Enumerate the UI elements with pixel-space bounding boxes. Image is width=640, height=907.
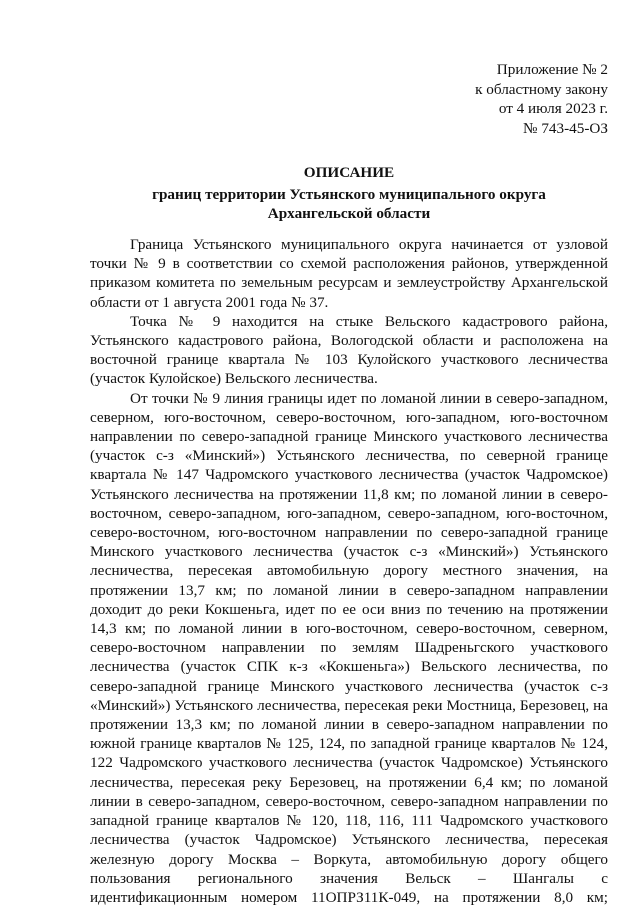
annex-number: № 743-45-ОЗ [523, 119, 608, 137]
annex-date: от 4 июля 2023 г. [498, 100, 608, 117]
document-heading [90, 163, 608, 224]
annex-block [475, 60, 608, 138]
document-title: ОПИСАНИЕ [303, 164, 395, 181]
annex-law-reference: к областному закону [475, 80, 608, 98]
paragraph-boundary-description: От точки № 9 линия границы идет по ломаной линии в северо-западном, северном, юго-восточном, северо-восточном, юго-западном, юго-восточном направлении по северо-западной границе Минского участкового лесничества (участок с-з «Минский») Устьянского лесничества, по северной границе квартала № 147 Чадромского участкового лесничества (участок Чадромское) Устьянского лесничества на протяжении 11,8 км; по ломаной линии в северо-восточном, северо-западном, юго-западном, северо-западном, юго-восточном, северо-восточном, юго-восточном направлении по северо-западной границе Минского участкового лесничества (участок с-з «Минский») Устьянского лесничества, пересекая автомобильную дорогу местного значения, на протяжении 13,7 км; по ломаной линии в северо-западном направлении доходит до реки Кокшеньга, идет по ее оси вниз по течению на протяжении 14,3 км; по ломаной линии в юго-восточном, северо-восточном, северном, северо-восточном направлении по землям Шадреньгского участкового лесничества (участок СПК к-з «Кокшеньга») Вельского лесничества, по северо-западной границе Минского участкового лесничества (участок с-з «Минский») Устьянского лесничества, пересекая реки Мостница, Березовец, на протяжении 13,3 км; по ломаной линии в северо-западном направлении по южной границе кварталов № 125, 124, по западной границе кварталов № 124, 122 Чадромского участкового лесничества (участок Чадромское) Устьянского лесничества, пересекая реку Березовец, на протяжении 6,4 км; по ломаной линии в северо-западном, северо-восточном, северо-западном направлении по западной границе кварталов № 120, 118, 116, 111 Чадромского участкового лесничества (участок Чадромское) Устьянского лесничества, пересекая железную дорогу Москва – Воркута, автомобильную дорогу общего пользования регионального значения Вельск – Шангалы с идентификационным номером 11ОПРЗ11К-049, на протяжении 8,0 км; [90, 389, 608, 906]
document-subtitle-line-1: границ территории Устьянского муниципального округа [152, 185, 546, 203]
annex-title: Приложение № 2 [496, 61, 608, 78]
paragraph-point-location: Точка № 9 находится на стыке Вельского кадастрового района, Устьянского кадастрового района, Вологодской области и расположена на восточной границе квартала № 103 Кулойского участкового лесничества (участок Кулойское) Вельского лесничества. [90, 312, 608, 388]
paragraph-start-point: Граница Устьянского муниципального округа начинается от узловой точки № 9 в соответствии со схемой расположения районов, утвержденной приказом комитета по земельным ресурсам и землеустройству Архангельской области от 1 августа 2001 года № 37. [90, 236, 608, 311]
document-subtitle-line-2: Архангельской области [267, 205, 431, 222]
document-body [90, 235, 608, 907]
